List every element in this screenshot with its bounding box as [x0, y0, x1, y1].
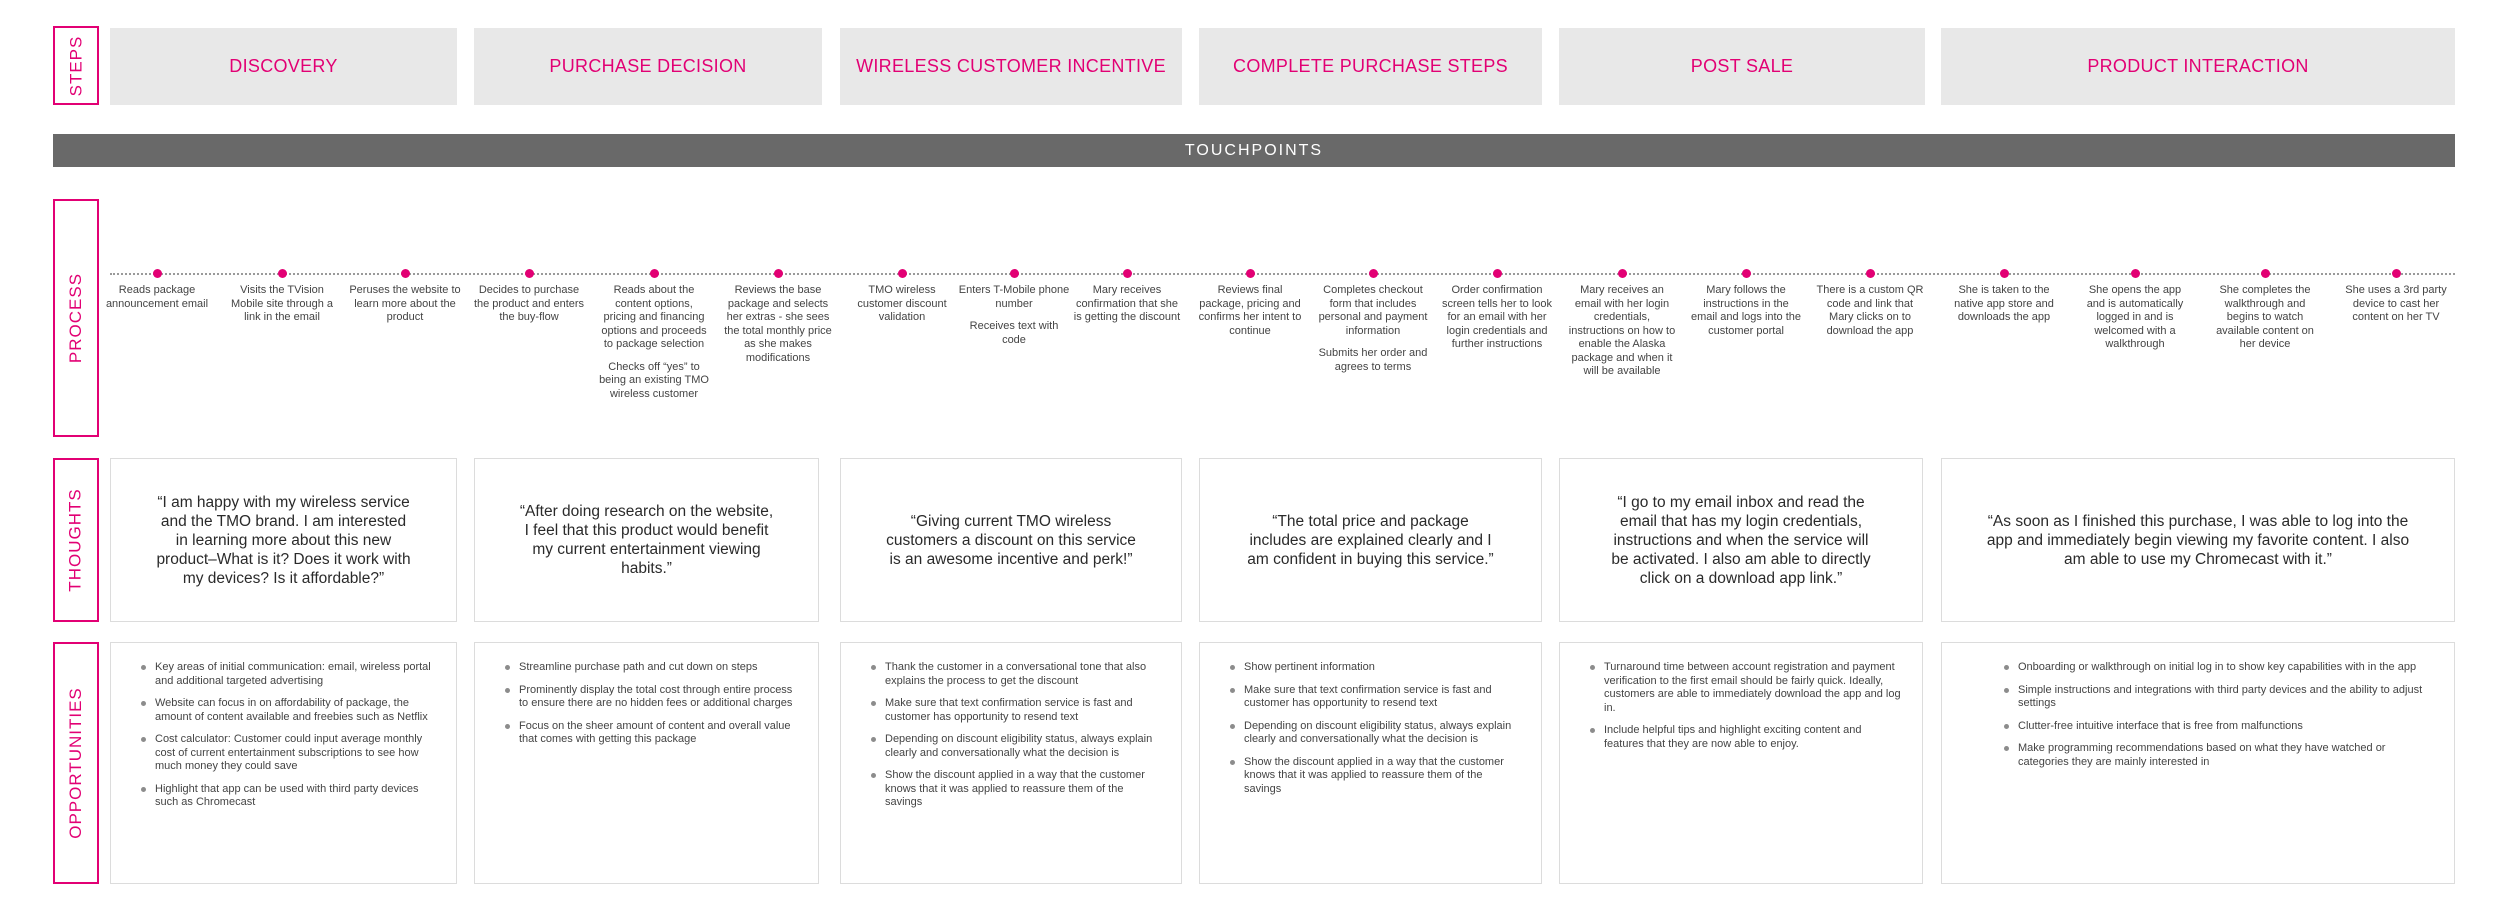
opportunity-item: Cost calculator: Customer could input average monthly cost of current entertainment subscriptions to see how much money they could save: [155, 733, 436, 774]
process-step-paragraph: Reviews the base package and selects her extras - she sees the total monthly price as she makes modifications: [724, 284, 832, 364]
process-step-paragraph: Receives text with code: [969, 320, 1059, 346]
process-step-paragraph: Peruses the website to learn more about the product: [349, 284, 461, 323]
process-step-dot: [2000, 269, 2009, 278]
process-timeline: [110, 273, 2455, 275]
process-step-paragraph: Enters T-Mobile phone number: [958, 284, 1070, 310]
thoughts-row-label: [53, 458, 99, 622]
process-step-paragraph: Mary receives confirmation that she is getting the discount: [1073, 284, 1181, 323]
process-step-paragraph: She is taken to the native app store and downloads the app: [1954, 284, 2054, 323]
thought-text: “Giving current TMO wireless customers a discount on this service is an awesome incentive and perk!”: [886, 512, 1136, 568]
process-step-text: [1566, 284, 1678, 379]
opportunities-row-label-text: OPPORTUNITIES: [66, 687, 86, 839]
step-label: WIRELESS CUSTOMER INCENTIVE: [856, 56, 1166, 76]
process-step-paragraph: She opens the app and is automatically logged in and is welcomed with a walkthrough: [2086, 284, 2184, 350]
process-step-paragraph: Visits the TVision Mobile site through a link in the email: [230, 284, 334, 323]
opportunity-item: Prominently display the total cost through entire process to ensure there are no hidden fees or additional charges: [519, 684, 798, 711]
process-step-paragraph: She completes the walkthrough and begins to watch available content on her device: [2216, 284, 2314, 350]
opportunity-card: [1559, 642, 1923, 884]
process-step-dot: [650, 269, 659, 278]
process-step-dot: [1010, 269, 1019, 278]
opportunity-item: Include helpful tips and highlight exciting content and features that they are now able to enjoy.: [1604, 724, 1902, 751]
process-step-text: [722, 284, 834, 365]
process-row-label-text: PROCESS: [66, 272, 86, 364]
opportunity-item: Website can focus in on affordability of package, the amount of content available and freebies such as Netflix: [155, 697, 436, 724]
opportunity-item: Depending on discount eligibility status, always explain clearly and conversationally what the decision is: [885, 733, 1161, 760]
process-step-paragraph: TMO wireless customer discount validation: [857, 284, 947, 323]
touchpoints-bar: [53, 134, 2455, 167]
opportunity-item: Onboarding or walkthrough on initial log in to show key capabilities with in the app: [2018, 661, 2434, 675]
opportunity-list: [1986, 661, 2434, 769]
step-label: POST SALE: [1690, 56, 1794, 76]
process-step-text: [846, 284, 958, 325]
opportunity-card: [1199, 642, 1542, 884]
process-step-text: [1071, 284, 1183, 325]
process-row-label: [53, 199, 99, 437]
process-step-paragraph: Completes checkout form that includes personal and payment information: [1318, 284, 1428, 337]
thought-text: “The total price and package includes are explained clearly and I am confident in buying this service.”: [1247, 512, 1494, 568]
thoughts-row-label-text: THOUGHTS: [66, 488, 86, 592]
process-step-text: [1317, 284, 1429, 374]
process-step-text: [2340, 284, 2452, 325]
process-step-text: [2079, 284, 2191, 352]
opportunity-item: Depending on discount eligibility status, always explain clearly and conversationally what the decision is: [1244, 720, 1521, 747]
step-wireless-customer-incentive: [840, 28, 1182, 105]
process-step-text: [958, 284, 1070, 347]
process-step-dot: [153, 269, 162, 278]
step-discovery: [110, 28, 457, 105]
opportunity-item: Show the discount applied in a way that the customer knows that it was applied to reassure them of the savings: [885, 769, 1161, 810]
opportunity-item: Make sure that text confirmation service is fast and customer has opportunity to resend text: [885, 697, 1161, 724]
process-step-text: [1441, 284, 1553, 352]
process-step-paragraph: She uses a 3rd party device to cast her content on her TV: [2345, 284, 2447, 323]
thought-text: “I am happy with my wireless service and the TMO brand. I am interested in learning more about this new product–What is it? Does it work with my devices? Is it affordable?”: [156, 493, 411, 587]
step-label: COMPLETE PURCHASE STEPS: [1233, 56, 1508, 76]
process-step-paragraph: Decides to purchase the product and enters the buy-flow: [473, 284, 585, 323]
opportunity-list: [853, 661, 1161, 810]
opportunity-item: Key areas of initial communication: email, wireless portal and additional targeted advertising: [155, 661, 436, 688]
steps-row-label-text: STEPS: [66, 35, 85, 96]
thought-card: [1941, 458, 2455, 622]
process-step-dot: [774, 269, 783, 278]
opportunity-list: [123, 661, 436, 810]
opportunities-row-label: [53, 642, 99, 884]
process-step-paragraph: Reads package announcement email: [105, 284, 209, 310]
opportunity-card: [1941, 642, 2455, 884]
process-step-text: [1814, 284, 1926, 338]
process-step-text: [598, 284, 710, 401]
process-step-paragraph: Reviews final package, pricing and confirms her intent to continue: [1198, 284, 1302, 337]
opportunity-list: [487, 661, 798, 747]
step-complete-purchase-steps: [1199, 28, 1542, 105]
thought-card: [474, 458, 819, 622]
opportunity-item: Show pertinent information: [1244, 661, 1521, 675]
step-label: PRODUCT INTERACTION: [2087, 56, 2309, 76]
step-purchase-decision: [474, 28, 822, 105]
opportunity-item: Simple instructions and integrations with third party devices and the ability to adjust settings: [2018, 684, 2434, 711]
process-step-dot: [2261, 269, 2270, 278]
step-label: DISCOVERY: [229, 56, 338, 76]
process-step-dot: [1618, 269, 1627, 278]
opportunity-card: [840, 642, 1182, 884]
touchpoints-label: TOUCHPOINTS: [1184, 141, 1324, 159]
process-step-text: [1690, 284, 1802, 338]
opportunity-list: [1572, 661, 1902, 751]
process-step-paragraph: Checks off “yes” to being an existing TMO wireless customer: [599, 360, 709, 400]
steps-row-label: [53, 26, 99, 105]
process-step-dot: [1866, 269, 1875, 278]
process-step-dot: [898, 269, 907, 278]
process-step-dot: [2131, 269, 2140, 278]
step-post-sale: [1559, 28, 1925, 105]
step-product-interaction: [1941, 28, 2455, 105]
process-step-text: [349, 284, 461, 325]
process-step-paragraph: Submits her order and agrees to terms: [1318, 347, 1428, 373]
opportunity-item: Turnaround time between account registration and payment verification to the first email should be fairly quick. Ideally, customers are able to immediately download the app and log in.: [1604, 661, 1901, 714]
opportunity-list: [1212, 661, 1521, 796]
opportunity-item: Clutter-free intuitive interface that is free from malfunctions: [2018, 720, 2434, 734]
process-step-dot: [525, 269, 534, 278]
opportunity-item: Streamline purchase path and cut down on steps: [519, 661, 798, 675]
thought-card: [840, 458, 1182, 622]
opportunity-card: [474, 642, 819, 884]
process-step-dot: [1246, 269, 1255, 278]
process-step-dot: [1123, 269, 1132, 278]
process-step-paragraph: There is a custom QR code and link that Mary clicks on to download the app: [1816, 284, 1924, 337]
process-step-dot: [2392, 269, 2401, 278]
process-step-text: [2209, 284, 2321, 352]
process-step-text: [1948, 284, 2060, 325]
thought-text: “After doing research on the website, I feel that this product would benefit my current entertainment viewing habits.”: [519, 503, 774, 577]
opportunity-item: Thank the customer in a conversational tone that also explains the process to get the discount: [885, 661, 1161, 688]
opportunity-item: Focus on the sheer amount of content and overall value that comes with getting this package: [519, 720, 798, 747]
process-step-dot: [1493, 269, 1502, 278]
thought-text: “As soon as I finished this purchase, I was able to log into the app and immediately begin viewing my favorite content. I also am able to use my Chromecast with it.”: [1986, 512, 2410, 568]
opportunity-item: Highlight that app can be used with third party devices such as Chromecast: [155, 783, 436, 810]
opportunity-card: [110, 642, 457, 884]
process-step-text: [101, 284, 213, 311]
process-step-paragraph: Order confirmation screen tells her to look for an email with her login credentials and further instructions: [1441, 284, 1553, 350]
process-step-text: [226, 284, 338, 325]
opportunity-item: Make programming recommendations based on what they have watched or categories they are mainly interested in: [2018, 742, 2434, 769]
process-step-dot: [1369, 269, 1378, 278]
process-step-paragraph: Mary receives an email with her login credentials, instructions on how to enable the Alaska package and when it will be available: [1568, 284, 1676, 377]
thought-card: [110, 458, 457, 622]
thought-card: [1199, 458, 1542, 622]
process-step-dot: [278, 269, 287, 278]
thought-text: “I go to my email inbox and read the email that has my login credentials, instructions and when the service will be activated. I also am able to directly click on a download app link.”: [1611, 493, 1871, 587]
process-step-paragraph: Reads about the content options, pricing and financing options and proceeds to package selection: [601, 284, 707, 350]
process-step-dot: [1742, 269, 1751, 278]
process-step-dot: [401, 269, 410, 278]
process-step-paragraph: Mary follows the instructions in the email and logs into the customer portal: [1690, 284, 1802, 337]
thought-card: [1559, 458, 1923, 622]
step-label: PURCHASE DECISION: [549, 56, 747, 76]
opportunity-item: Show the discount applied in a way that the customer knows that it was applied to reassure them of the savings: [1244, 756, 1521, 797]
process-step-text: [473, 284, 585, 325]
opportunity-item: Make sure that text confirmation service is fast and customer has opportunity to resend text: [1244, 684, 1521, 711]
process-step-text: [1194, 284, 1306, 338]
